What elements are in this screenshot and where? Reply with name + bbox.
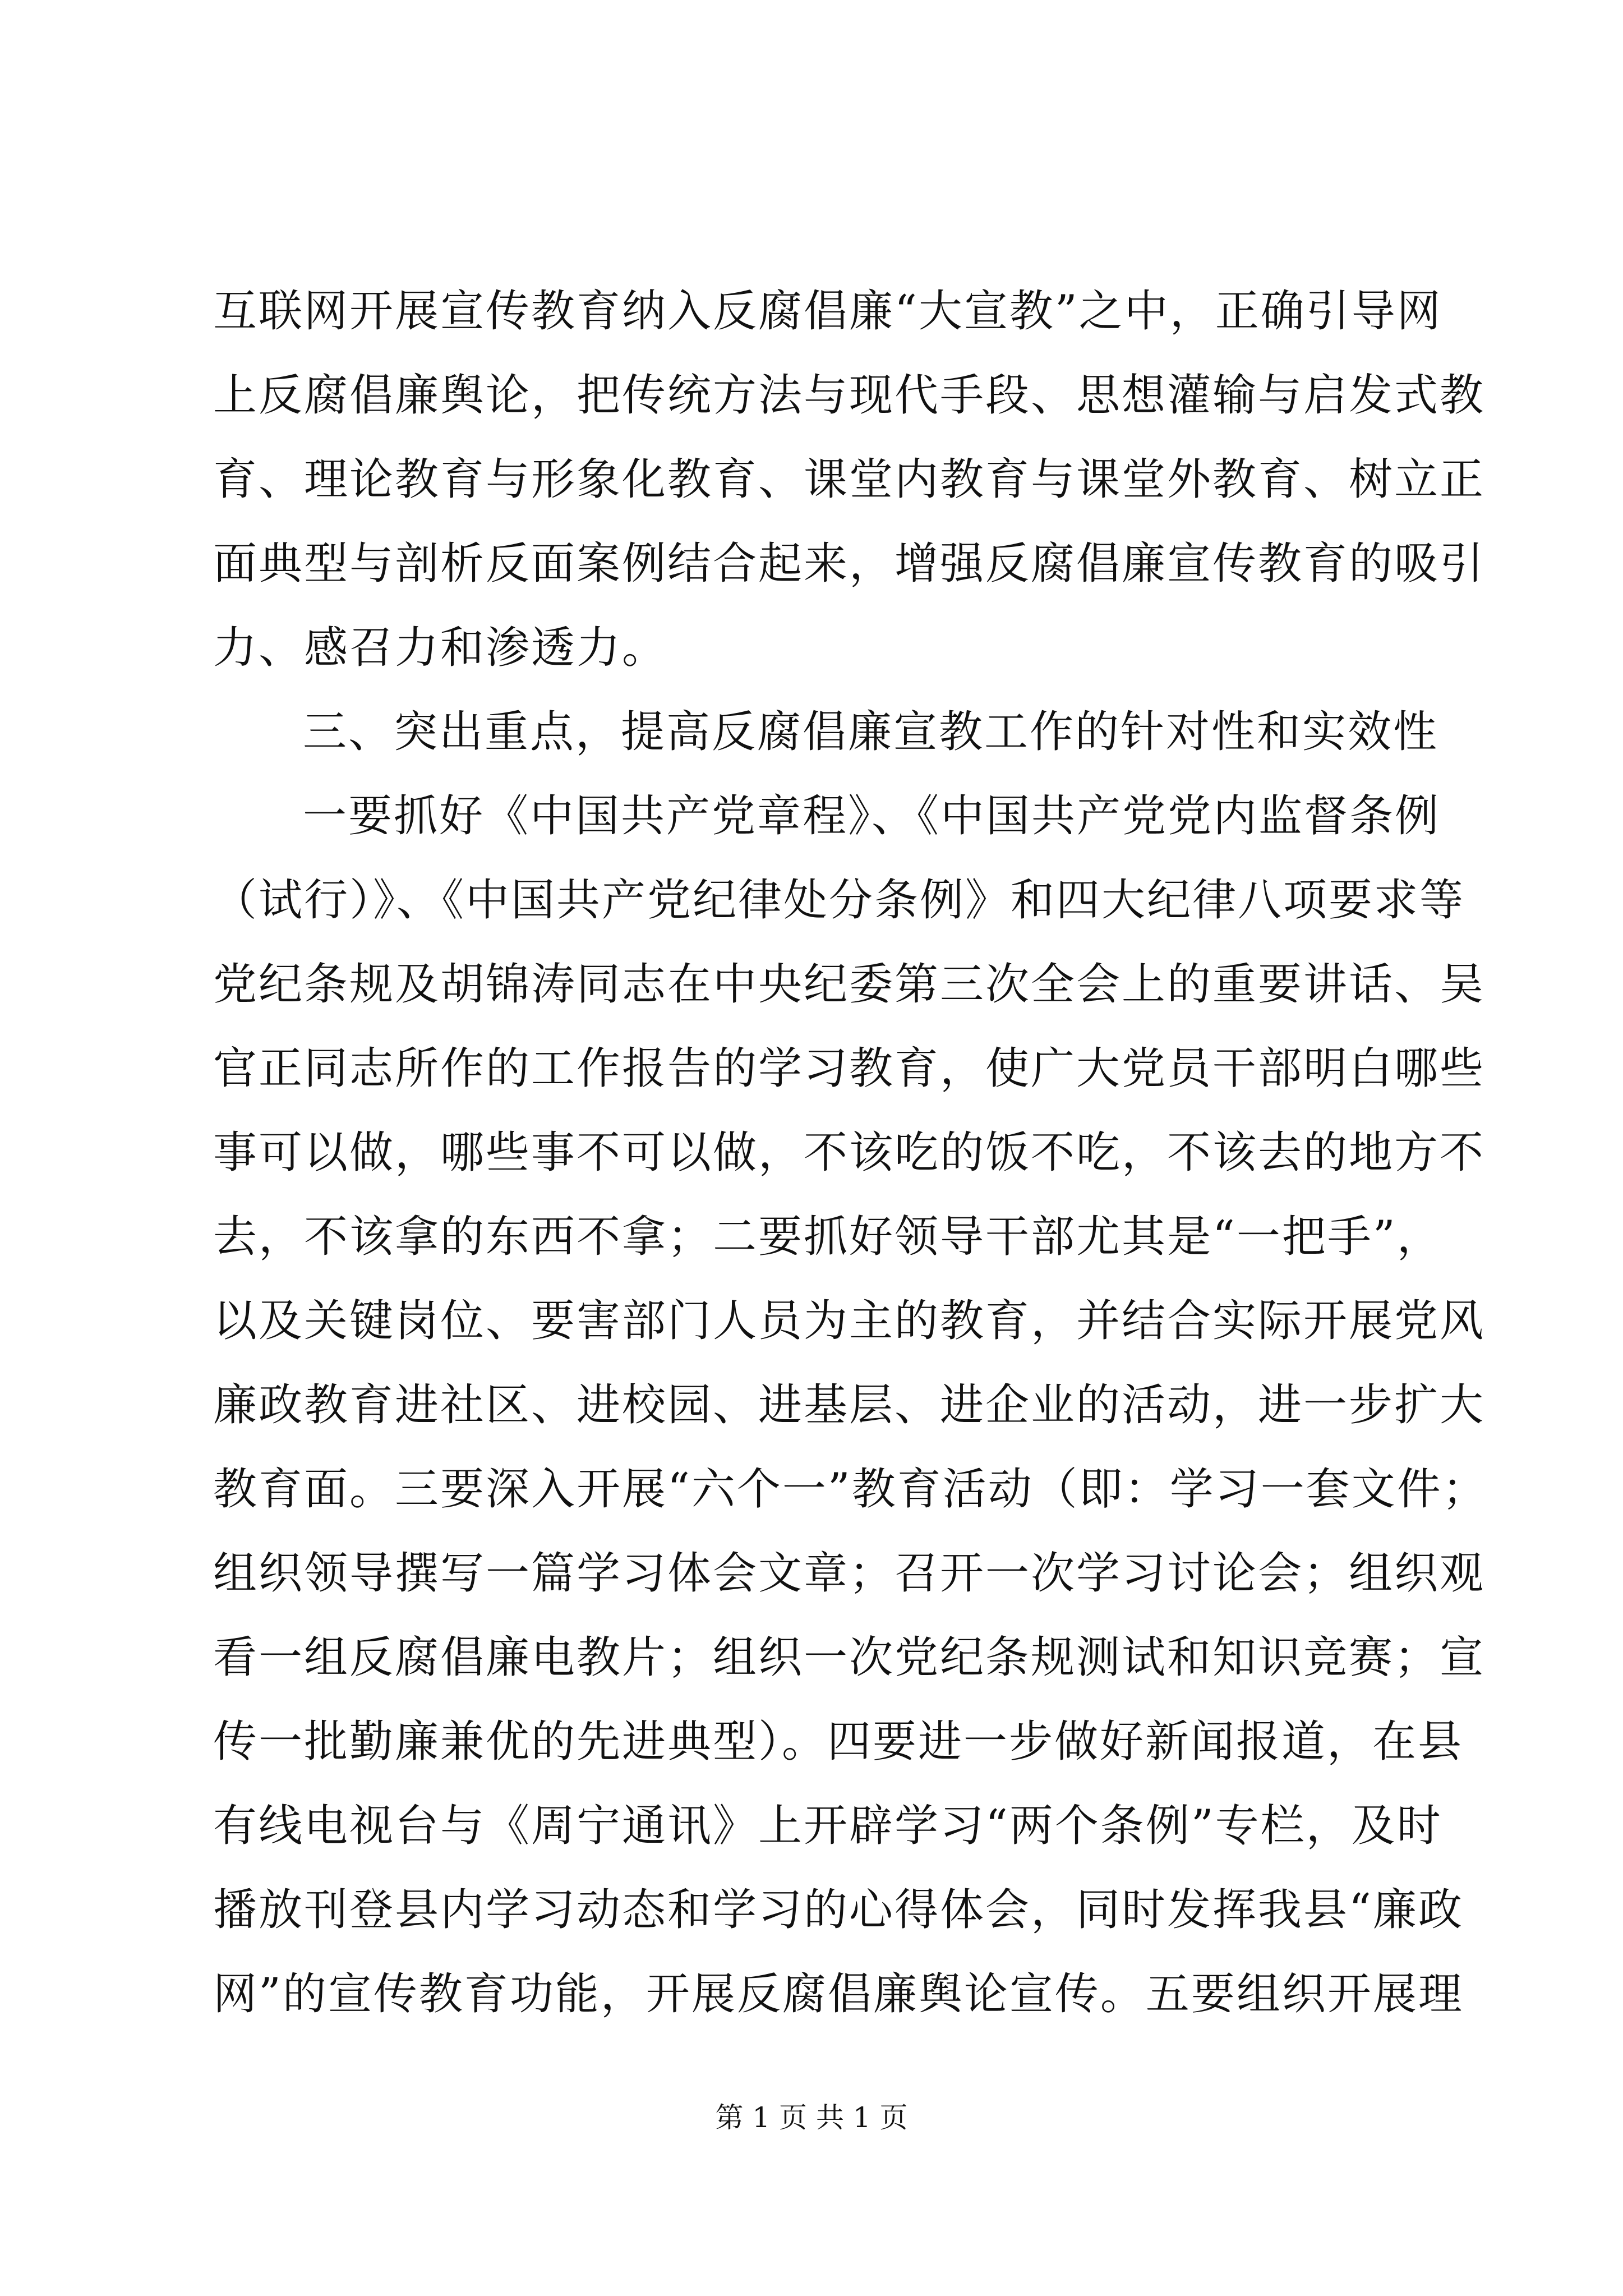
text-line: 组织领导撰写一篇学习体会文章；召开一次学习讨论会；组织观 (213, 1548, 1486, 1599)
text-line: 去，不该拿的东西不拿；二要抓好领导干部尤其是“一把手”， (213, 1212, 1442, 1262)
text-line: 有线电视台与《周宁通讯》上开辟学习“两个条例”专栏，及时 (213, 1801, 1442, 1851)
text-line: 网”的宣传教育功能，开展反腐倡廉舆论宣传。五要组织开展理 (213, 1969, 1464, 2019)
text-line: 面典型与剖析反面案例结合起来，增强反腐倡廉宣传教育的吸引 (213, 539, 1486, 589)
section-heading: 三、突出重点，提高反腐倡廉宣教工作的针对性和实效性 (303, 707, 1439, 757)
page-footer: 第 1 页 共 1 页 (715, 2101, 908, 2134)
text-line: 以及关键岗位、要害部门人员为主的教育，并结合实际开展党风 (213, 1296, 1486, 1346)
text-line: 事可以做，哪些事不可以做，不该吃的饭不吃，不该去的地方不 (213, 1128, 1486, 1178)
text-line: 党纪条规及胡锦涛同志在中央纪委第三次全会上的重要讲话、吴 (213, 959, 1486, 1010)
text-line: 官正同志所作的工作报告的学习教育，使广大党员干部明白哪些 (213, 1043, 1486, 1094)
text-line: 教育面。三要深入开展“六个一”教育活动（即：学习一套文件； (213, 1464, 1488, 1515)
document-body (213, 269, 1488, 2036)
text-line: 一要抓好《中国共产党章程》、《中国共产党党内监督条例 (303, 791, 1441, 841)
text-line: 上反腐倡廉舆论，把传统方法与现代手段、思想灌输与启发式教 (213, 370, 1486, 421)
text-line: 育、理论教育与形象化教育、课堂内教育与课堂外教育、树立正 (213, 454, 1486, 505)
text-line: 看一组反腐倡廉电教片；组织一次党纪条规测试和知识竞赛；宣 (213, 1632, 1486, 1683)
text-line: 播放刊登县内学习动态和学习的心得体会，同时发挥我县“廉政 (213, 1885, 1464, 1935)
text-line: 力、感召力和渗透力。 (213, 623, 668, 673)
text-line: 传一批勤廉兼优的先进典型）。四要进一步做好新闻报道，在县 (213, 1717, 1464, 1767)
text-line: （试行）》、《中国共产党纪律处分条例》和四大纪律八项要求等 (213, 875, 1465, 926)
text-line: 廉政教育进社区、进校园、进基层、进企业的活动，进一步扩大 (213, 1380, 1486, 1430)
text-line: 互联网开展宣传教育纳入反腐倡廉“大宣教”之中，正确引导网 (213, 286, 1442, 337)
